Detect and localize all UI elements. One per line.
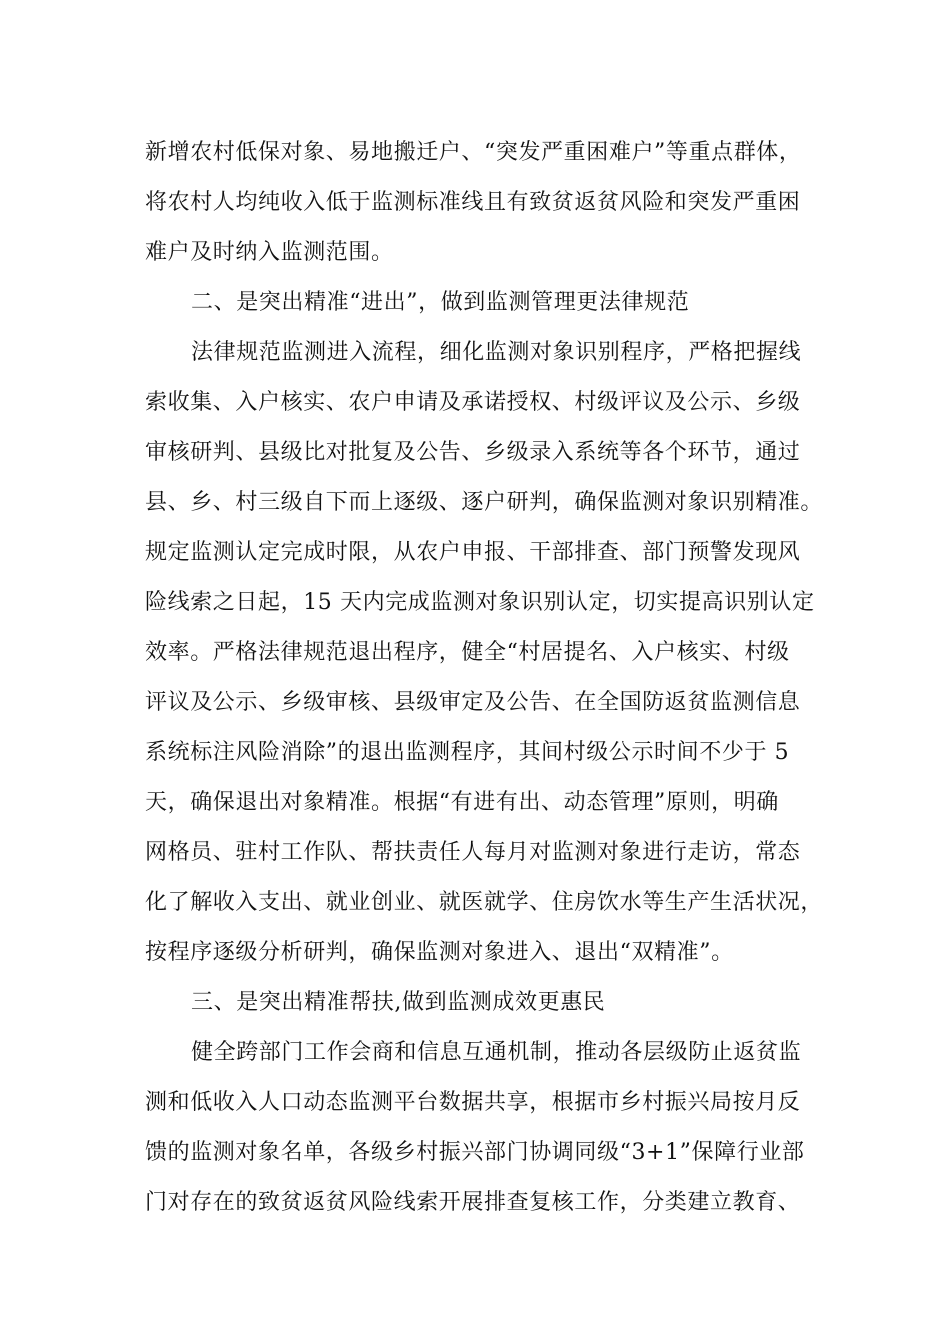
text-line: 馈的监测对象名单，各级乡村振兴部门协调同级“3+1”保障行业部 — [145, 1140, 805, 1165]
text-line: 审核研判、县级比对批复及公告、乡级录入系统等各个环节，通过 — [145, 440, 801, 465]
text-line: 测和低收入人口动态监测平台数据共享，根据市乡村振兴局按月反 — [145, 1090, 801, 1115]
text-line: 化了解收入支出、就业创业、就医就学、住房饮水等生产生活状况， — [145, 890, 824, 915]
text-line: 法律规范监测进入流程，细化监测对象识别程序，严格把握线 — [191, 340, 802, 365]
text-line: 索收集、入户核实、农户申请及承诺授权、村级评议及公示、乡级 — [145, 390, 801, 415]
text-line: 系统标注风险消除”的退出监测程序，其间村级公示时间不少于 5 — [145, 740, 790, 765]
text-line: 门对存在的致贫返贫风险线索开展排查复核工作，分类建立教育、 — [145, 1190, 801, 1215]
section-heading: 二、是突出精准“进出”，做到监测管理更法律规范 — [191, 290, 690, 315]
document-body — [145, 128, 825, 1228]
text-line: 天，确保退出对象精准。根据“有进有出、动态管理”原则，明确 — [145, 790, 779, 815]
text-line: 将农村人均纯收入低于监测标准线且有致贫返贫风险和突发严重困 — [145, 190, 801, 215]
text-line: 按程序逐级分析研判，确保监测对象进入、退出“双精准”。 — [145, 940, 734, 965]
text-line: 网格员、驻村工作队、帮扶责任人每月对监测对象进行走访，常态 — [145, 840, 801, 865]
section-heading: 三、是突出精准帮扶,做到监测成效更惠民 — [191, 990, 606, 1015]
text-line: 规定监测认定完成时限，从农户申报、干部排查、部门预警发现风 — [145, 540, 801, 565]
text-line: 新增农村低保对象、易地搬迁户、“突发严重困难户”等重点群体， — [145, 140, 802, 165]
text-line: 县、乡、村三级自下而上逐级、逐户研判，确保监测对象识别精准。 — [145, 490, 824, 515]
text-line: 效率。严格法律规范退出程序，健全“村居提名、入户核实、村级 — [145, 640, 790, 665]
text-line: 难户及时纳入监测范围。 — [145, 240, 394, 265]
text-line: 健全跨部门工作会商和信息互通机制，推动各层级防止返贫监 — [191, 1040, 802, 1065]
text-line: 险线索之日起，15 天内完成监测对象识别认定，切实提高识别认定 — [145, 590, 815, 615]
text-line: 评议及公示、乡级审核、县级审定及公告、在全国防返贫监测信息 — [145, 690, 801, 715]
